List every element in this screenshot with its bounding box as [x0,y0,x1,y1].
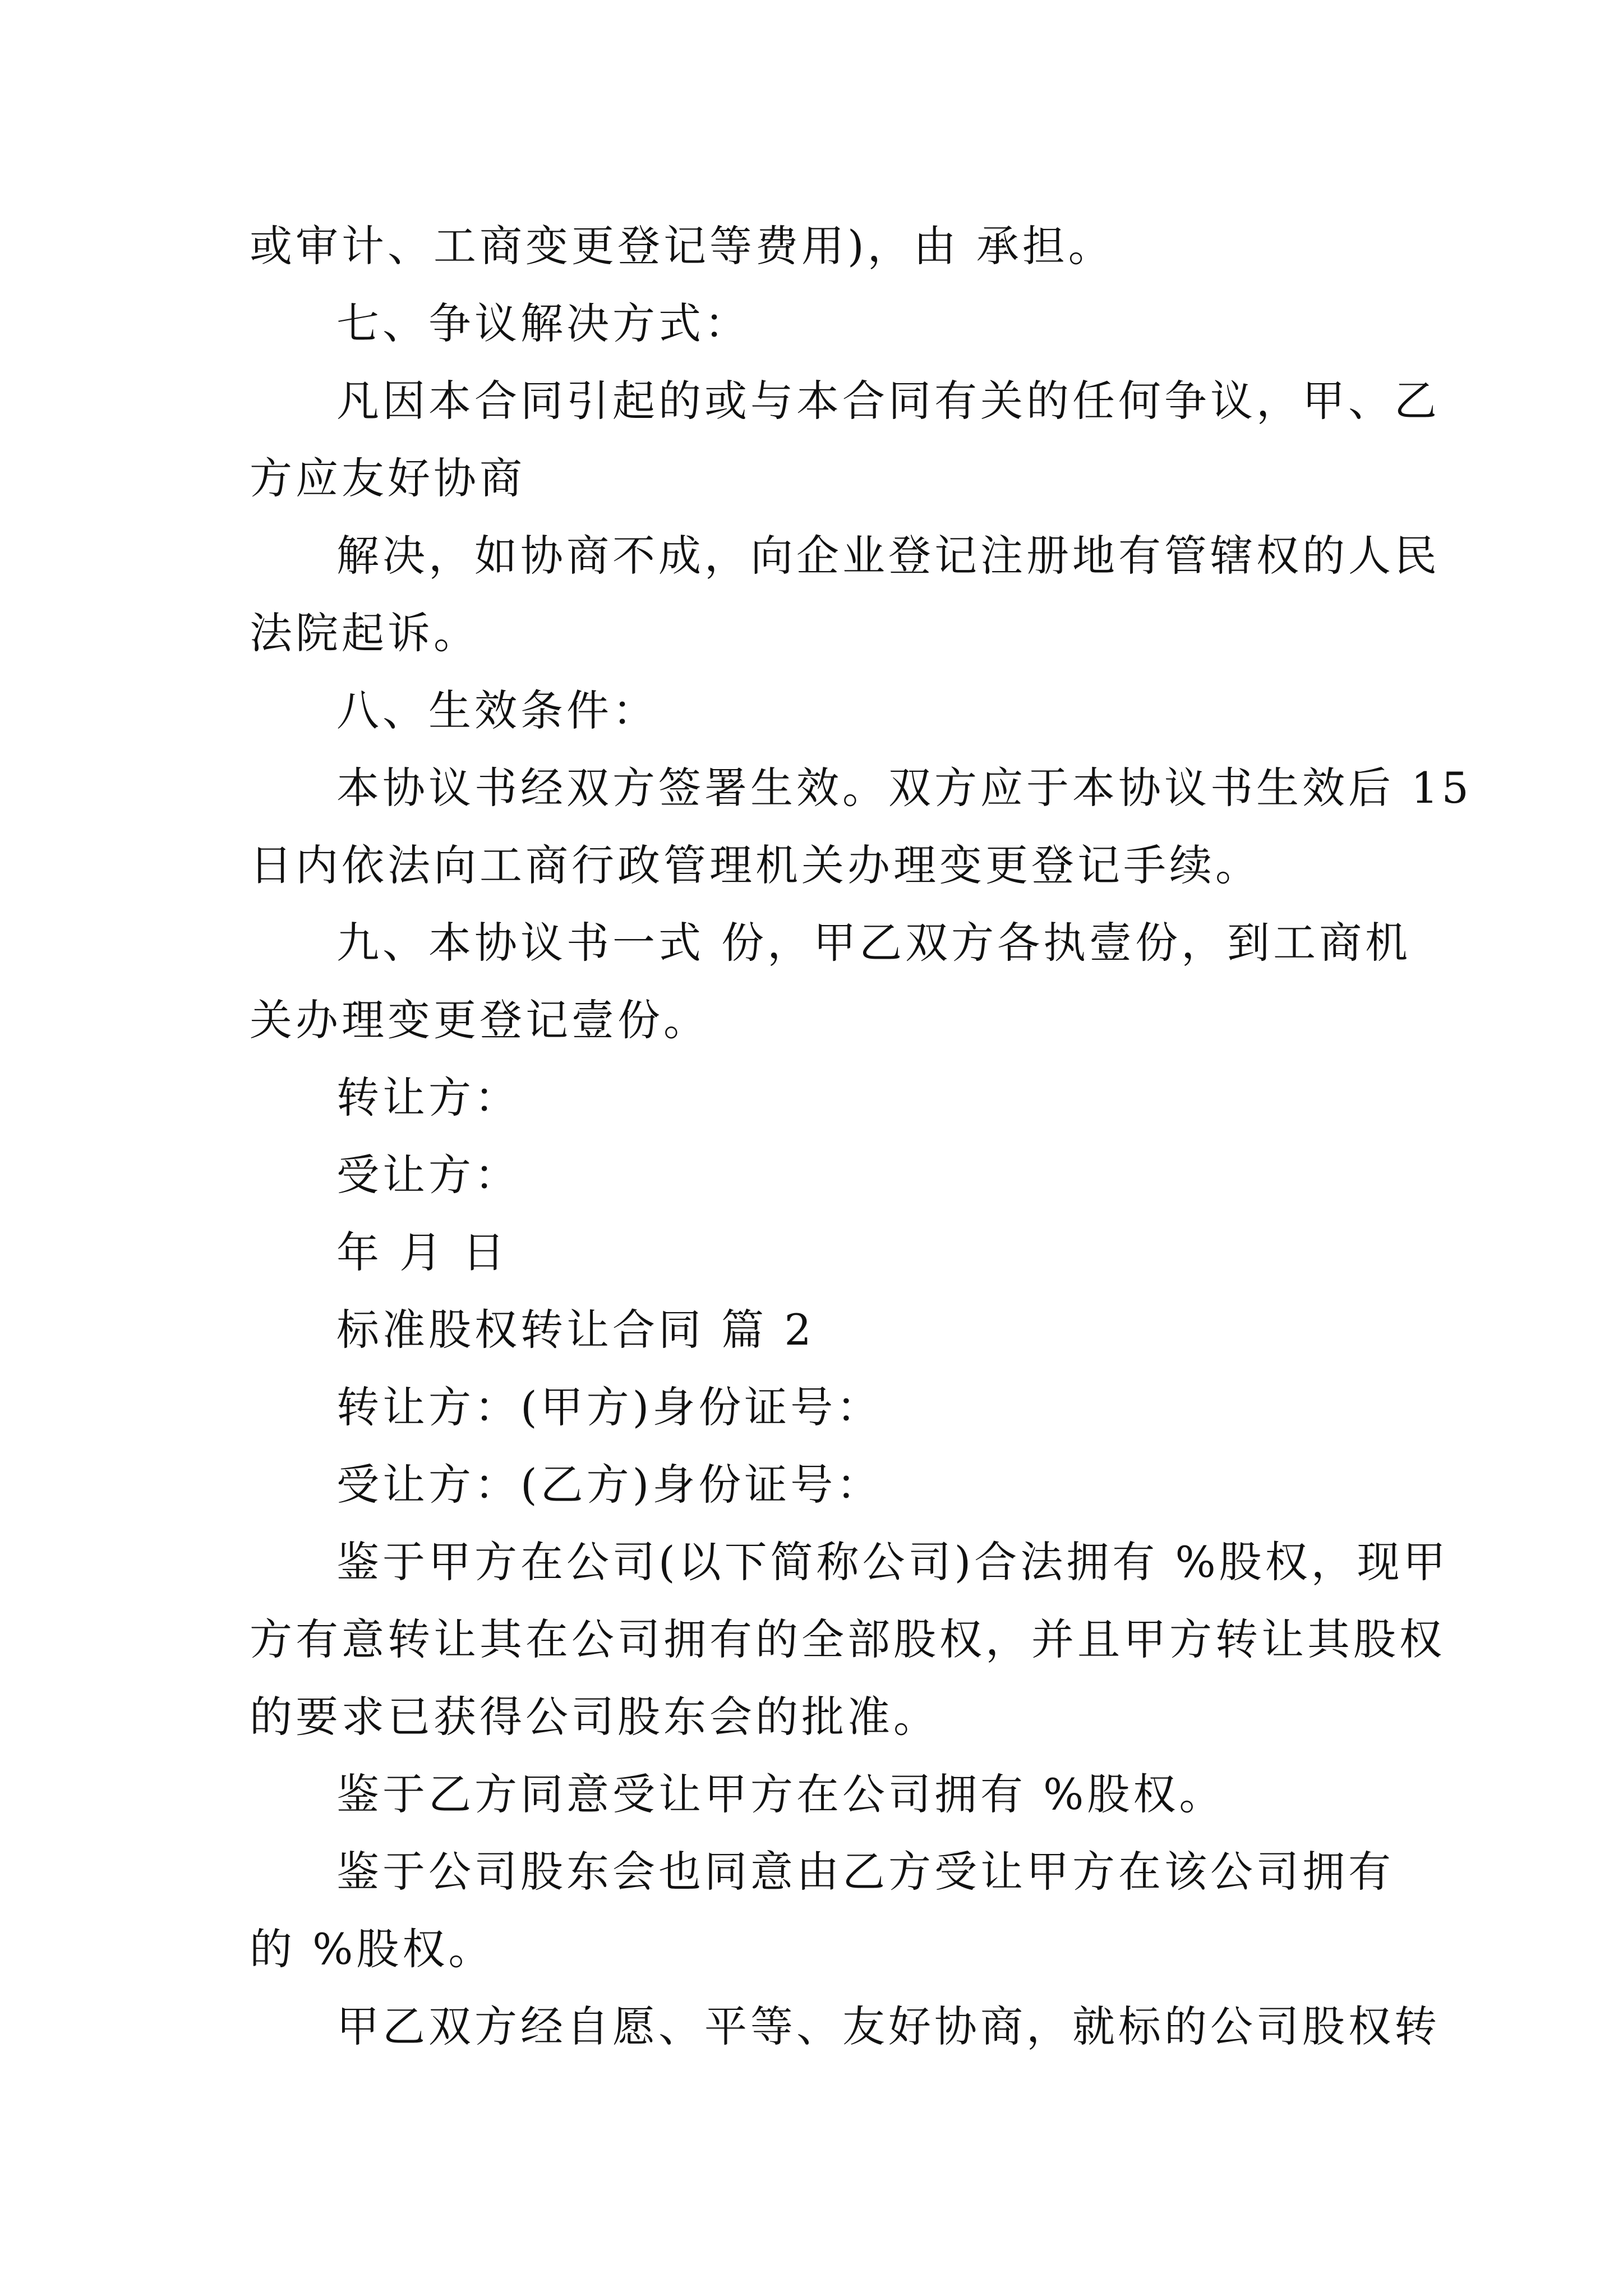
text-line: 方应友好协商 [250,453,525,503]
text-line: 凡因本合同引起的或与本合同有关的任何争议，甲、乙 [336,376,1440,426]
text-line: 或审计、工商变更登记等费用)，由 承担。 [250,221,1114,271]
text-line: 鉴于乙方同意受让甲方在公司拥有 %股权。 [336,1769,1225,1819]
text-line: 法院起诉。 [250,608,479,658]
transferee-signature-line: 受让方： [336,1150,520,1200]
text-line: 的要求已获得公司股东会的批准。 [250,1692,939,1742]
section-heading-effective: 八、生效条件： [336,685,658,735]
text-line: 本协议书经双方签署生效。双方应于本协议书生效后 15 [336,763,1472,813]
text-line: 鉴于甲方在公司(以下简称公司)合法拥有 %股权，现甲 [336,1537,1449,1587]
text-line: 的 %股权。 [250,1924,495,1974]
text-line: 甲乙双方经自愿、平等、友好协商，就标的公司股权转 [336,2001,1440,2051]
transferor-signature-line: 转让方： [336,1073,520,1122]
text-line: 鉴于公司股东会也同意由乙方受让甲方在该公司拥有 [336,1847,1394,1897]
text-line: 解决，如协商不成，向企业登记注册地有管辖权的人民 [336,531,1440,581]
date-line: 年 月 日 [336,1227,509,1277]
section-heading-copies: 九、本协议书一式 份，甲乙双方各执壹份，到工商机 [336,918,1412,968]
text-line: 日内依法向工商行政管理机关办理变更登记手续。 [250,840,1261,890]
transferor-id-line: 转让方：(甲方)身份证号： [336,1382,883,1432]
document-body [250,208,1472,2065]
transferee-id-line: 受让方：(乙方)身份证号： [336,1460,883,1510]
text-line: 关办理变更登记壹份。 [250,995,709,1045]
contract-title: 标准股权转让合同 篇 2 [336,1305,815,1355]
section-heading-dispute: 七、争议解决方式： [336,298,750,348]
text-line: 方有意转让其在公司拥有的全部股权，并且甲方转让其股权 [250,1614,1445,1664]
